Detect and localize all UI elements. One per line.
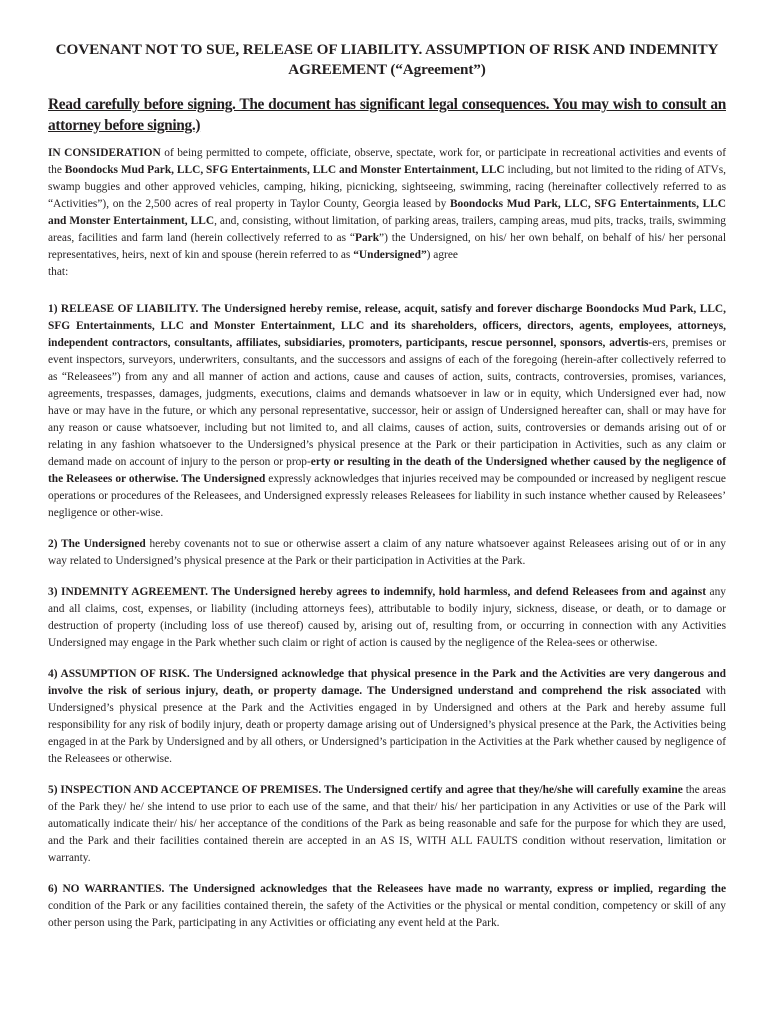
section-assumption-of-risk [48, 666, 726, 768]
section-1-text-2: expressly acknowledges that injuries received may be compounded or increased by negligent rescue operations or procedures of the Releasees, and Undersigned expressly releases Releasees for liability in such instance whether caused by Releasees’ negligence or other-wise. [48, 473, 726, 519]
document-title: COVENANT NOT TO SUE, RELEASE OF LIABILITY. ASSUMPTION OF RISK AND INDEMNITY AGREEMENT (“Agreement”) [55, 41, 719, 78]
section-6-bold: 6) NO WARRANTIES. The Undersigned acknowledges that the Releasees have made no warranty, express or implied, regarding the [48, 883, 726, 895]
section-3-bold: 3) INDEMNITY AGREEMENT. The Undersigned hereby agrees to indemnify, hold harmless, and defend Releasees from and against [48, 586, 706, 598]
section-1-bold-1: 1) RELEASE OF LIABILITY. The Undersigned hereby remise, release, acquit, satisfy and forever discharge Boondocks Mud Park, LLC, SFG Entertainments, LLC and Monster Entertainment, LLC and its shareholders, officers, directors, agents, employees, attorneys, independent contractors, consultants, affiliates, subsidiaries, promoters, participants, rescue personnel, sponsors, advertis- [48, 303, 726, 349]
consideration-text-4: ”) the Undersigned, on his/ her own behalf, on behalf of his/ her personal representatives, heirs, next of kin and spouse (herein referred to as [48, 232, 726, 261]
section-1-text-1: ers, premises or event inspectors, surveyors, underwriters, consultants, and the successors and assigns of each of the foregoing (herein-after collectively referred to as “Releasees”) from any and all manner of action and actions, cause and causes of action, suits, contracts, controversies, promises, variances, agreements, trespasses, damages, judgments, executions, claims and demands whatsoever in law or in equity, which Undersigned ever had, now have or may have in the future, or which any personal representative, successor, heir or assign of Undersigned hereafter can, shall or may have for any reason or cause whatsoever, including but not limited to, and all claims, causes of action, suits, controversies or demands arising out of or relating in any fashion whatsoever to the Undersigned’s physical presence at the Park or their participation in Activities, such as any claim or demand made on account of injury to the person or prop- [48, 337, 726, 468]
section-6-text: condition of the Park or any facilities contained therein, the safety of the Activities or the physical or mental condition, competency or skill of any other person using the Park, participating in any Activities or officiating any event held at the Park. [48, 900, 726, 929]
section-release-of-liability [48, 301, 726, 522]
section-3-text: any and all claims, cost, expenses, or liability (including attorneys fees), attributable to bodily injury, sickness, disease, or death, or to damage or destruction of property (including loss of use thereof) caused by, arising out of, resulting from, or occurring in connection with any Activities Undersigned may engage in the Park whether such claim or right of action is caused by the negligence of the Relea-sees or otherwise. [48, 586, 726, 649]
consideration-lead: IN CONSIDERATION [48, 147, 161, 159]
consideration-entity-2: Boondocks Mud Park, LLC, SFG Entertainments, LLC and Monster Entertainment, LLC [48, 198, 726, 227]
signing-warning: Read carefully before signing. The document has significant legal consequences. You may wish to consult an attorney before signing.) [48, 96, 726, 134]
section-4-text: with Undersigned’s physical presence at the Park and the Activities engaged in by Undersigned and others at the Park and hereby assume full responsibility for any risk of bodily injury, death or property damage arising out of Undersigned’s physical presence at the Park, the Activities being engaged in at the Park by Undersigned and by all others, or Undersigned’s participation in the Activities at the Park whether caused by negligence of the Releasees or otherwise. [48, 685, 726, 765]
consideration-text-2: including, but not limited to the riding of ATVs, swamp buggies and other approved vehicles, camping, hiking, picnicking, sightseeing, swimming, racing (hereinafter collectively referred to as “Activities”), on the 2,500 acres of real property in Taylor County, Georgia leased by [48, 164, 727, 210]
section-no-warranties [48, 881, 726, 932]
consideration-text-3: , and, consisting, without limitation, of parking areas, trailers, camping areas, mud pits, tracks, trails, swimming areas, facilities and farm land (herein collectively referred to as “ [48, 215, 726, 244]
section-inspection-acceptance [48, 782, 726, 867]
document-page [48, 40, 726, 932]
undersigned-defined-term: “Undersigned” [353, 249, 427, 261]
section-2-text: hereby covenants not to sue or otherwise assert a claim of any nature whatsoever against Releasees arising out of or in any way related to Undersigned’s physical presence at the Park or their participation in Activities at the Park. [48, 538, 726, 567]
section-2-bold: 2) The Undersigned [48, 538, 146, 550]
park-defined-term: Park [354, 232, 380, 244]
section-4-bold: 4) ASSUMPTION OF RISK. The Undersigned acknowledge that physical presence in the Park and the Activities are very dangerous and involve the risk of serious injury, death, or property damage. The Undersigned understand and comprehend the risk associated [48, 668, 726, 697]
consideration-paragraph [48, 145, 726, 281]
consideration-text-5: ) agree [426, 249, 458, 261]
consideration-entity-1: Boondocks Mud Park, LLC, SFG Entertainments, LLC and Monster Entertainment, LLC [64, 164, 505, 176]
section-5-bold: 5) INSPECTION AND ACCEPTANCE OF PREMISES. The Undersigned certify and agree that they/he/she will carefully examine [48, 784, 683, 796]
section-indemnity-agreement [48, 584, 726, 652]
section-5-text: the areas of the Park they/ he/ she intend to use prior to each use of the same, and that their/ his/ her participation in any Activities or use of the Park will automatically indicate their/ his/ her acceptance of the conditions of the Park as being reasonable and safe for the purpose for which they are used, and the Park and their facilities contained therein are accepted in an AS IS, WITH ALL FAULTS condition without reservation, limitation or warranty. [48, 784, 726, 864]
section-1-bold-2: erty or resulting in the death of the Undersigned whether caused by the negligence of the Releasees or otherwise. The Undersigned [48, 456, 726, 485]
consideration-text-1: of being permitted to compete, officiate, observe, spectate, work for, or participate in recreational activities and events of the [48, 147, 726, 176]
section-covenant-not-to-sue [48, 536, 726, 570]
consideration-that: that: [48, 266, 69, 278]
